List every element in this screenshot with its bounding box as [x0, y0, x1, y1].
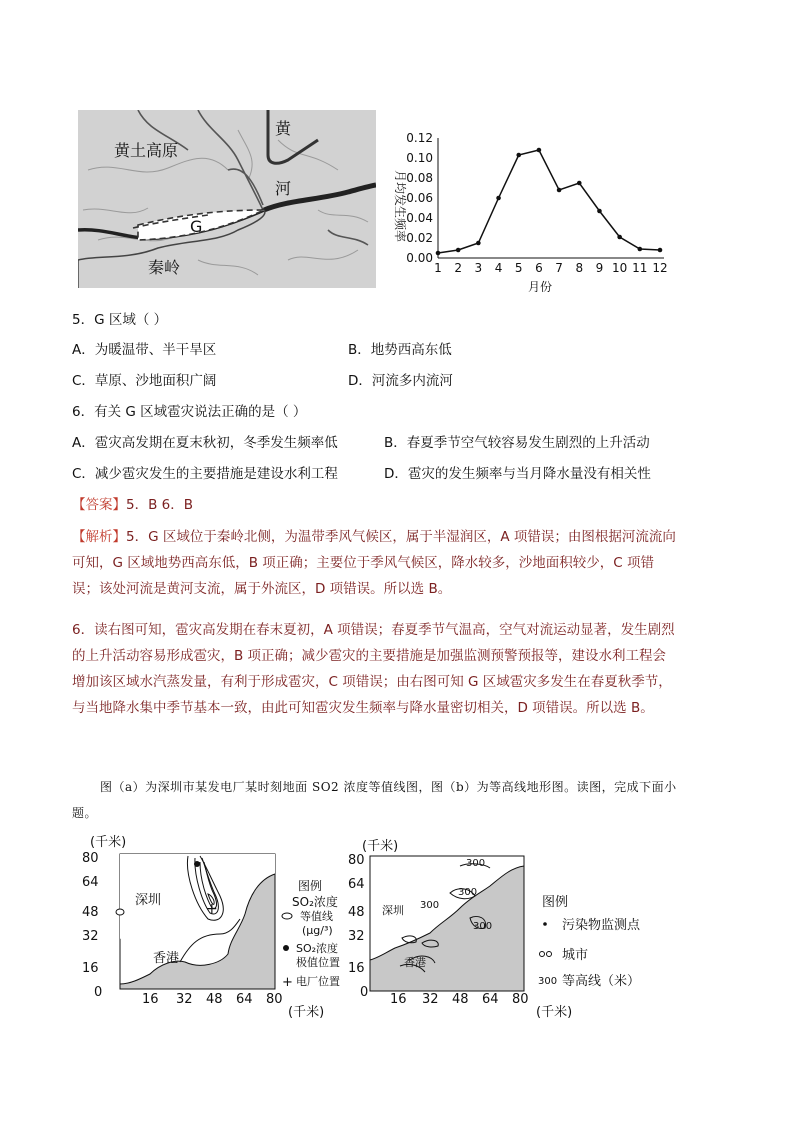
map-b-xtick-32: 32	[422, 992, 439, 1007]
data-point	[516, 153, 521, 158]
map-b-ytick-0: 0	[360, 985, 369, 1000]
map-a-legend-iso-1: SO₂浓度	[292, 895, 338, 909]
map-a-legend-max-1: SO₂浓度	[296, 942, 339, 955]
map-b-legend-monitor: 污染物监测点	[562, 918, 641, 933]
analysis-q5	[72, 524, 678, 602]
y-tick-label: 0.10	[406, 151, 433, 165]
power-plant-marker: +	[206, 901, 218, 917]
map-a-legend-title: 图例	[298, 879, 323, 893]
x-tick-label: 10	[611, 261, 628, 275]
analysis-tag: 【解析】	[72, 529, 126, 545]
map-a-legend-iso-2: 等值线	[300, 910, 333, 923]
map-b-ytick-80: 80	[348, 853, 365, 868]
x-tick-label: 7	[555, 261, 563, 275]
map-b-xtick-16: 16	[390, 992, 407, 1007]
map-a-legend-iso-3: (μg/³)	[302, 924, 333, 937]
map-b-ytick-48: 48	[348, 905, 365, 920]
series-line	[438, 150, 660, 253]
x-tick-label: 5	[514, 261, 523, 275]
y-tick-label: 0.06	[406, 191, 433, 205]
map-a-legend-plant: 电厂位置	[296, 975, 340, 988]
data-point	[557, 188, 562, 193]
data-point	[658, 248, 663, 253]
data-point	[597, 209, 602, 214]
map-b-ytick-16: 16	[348, 961, 365, 976]
q5-option-b: B．地势西高东低	[348, 342, 452, 358]
map-a-unit-x: (千米)	[288, 1005, 325, 1018]
x-tick-label: 11	[632, 261, 648, 275]
map-b-legend-title: 图例	[542, 895, 569, 910]
data-point	[436, 251, 441, 256]
map-b-xtick-80: 80	[512, 992, 529, 1007]
map-a-legend-max-2: 极值位置	[296, 956, 340, 969]
map-b-legend-city: 城市	[562, 948, 589, 963]
data-point	[496, 196, 501, 201]
contour-terrain-map	[340, 838, 670, 1018]
contour-label-1: 300	[466, 858, 486, 869]
q6-stem: 6．有关 G 区域雹灾说法正确的是（ ）	[72, 404, 307, 420]
analysis-q6: 6．读右图可知，雹灾高发期在春末夏初，A 项错误；春夏季节气温高，空气对流运动显著，发生剧烈的上升活动容易形成雹灾，B 项正确；减少雹灾的主要措施是加强监测预警预报等，建设水利工程会增加该区域水汽蒸发量，有利于形成雹灾，C 项错误；由右图可知 G 区域雹灾多发生在春夏秋季节，与当地降水集中季节基本一致，由此可知雹灾发生频率与降水量密切相关，D 项错误。所以选 B。	[72, 622, 675, 716]
svg-text:+: +	[282, 975, 293, 990]
map-a-hongkong: 香港	[153, 951, 180, 966]
map-a-ytick-48: 48	[82, 905, 99, 920]
data-point	[638, 247, 643, 252]
data-point	[476, 241, 481, 246]
map-a-ytick-80: 80	[82, 851, 99, 866]
loess-plateau-map	[78, 110, 376, 288]
figure-intro: 图（a）为深圳市某发电厂某时刻地面 SO2 浓度等值线图，图（b）为等高线地形图。读图，完成下面小题。	[72, 780, 677, 820]
q5-option-a: A．为暖温带、半干旱区	[72, 342, 217, 358]
contour-label-4: 300	[473, 921, 493, 932]
map-a-xtick-16: 16	[142, 992, 159, 1007]
q6-option-d: D．雹灾的发生频率与当月降水量没有相关性	[384, 466, 651, 482]
x-tick-label: 3	[474, 261, 483, 275]
loess-plateau-label: 黄土高原	[114, 141, 179, 160]
q5-option-d: D．河流多内流河	[348, 373, 453, 389]
map-a-ytick-0: 0	[94, 985, 103, 1000]
map-a-xtick-80: 80	[266, 992, 283, 1007]
map-b-ytick-32: 32	[348, 929, 365, 944]
contour-label-3: 300	[420, 900, 440, 911]
answer-line	[72, 495, 193, 515]
data-point	[537, 148, 542, 153]
y-tick-label: 0.08	[406, 171, 433, 185]
map-b-ytick-64: 64	[348, 877, 365, 892]
hail-frequency-chart	[380, 126, 670, 296]
g-region-label: G	[190, 217, 203, 236]
map-a-unit-y: (千米)	[90, 835, 127, 850]
map-a-xtick-48: 48	[206, 992, 223, 1007]
x-axis-label: 月份	[527, 280, 553, 294]
data-point	[456, 248, 461, 253]
q5-option-c: C．草原、沙地面积广阔	[72, 373, 217, 389]
q6-option-b: B．春夏季节空气较容易发生剧烈的上升活动	[384, 435, 650, 451]
map-b-legend-contour: 等高线（米）	[562, 974, 641, 989]
analysis-q5-text: 5．G 区域位于秦岭北侧，为温带季风气候区，属于半湿润区，A 项错误；由图根据河流流向可知，G 区域地势西高东低，B 项正确；主要位于季风气候区，降水较多，沙地面积较少，C 项错误；该处河流是黄河支流，属于外流区，D 项错误。所以选 B。	[72, 529, 676, 597]
so2-concentration-map	[80, 834, 362, 1018]
data-point	[617, 235, 622, 240]
map-b-unit-x: (千米)	[536, 1005, 573, 1018]
answer-text: 5．B 6．B	[126, 497, 193, 513]
x-tick-label: 4	[494, 261, 503, 275]
map-a-ytick-64: 64	[82, 875, 99, 890]
map-a-ytick-16: 16	[82, 961, 99, 976]
map-a-xtick-64: 64	[236, 992, 253, 1007]
map-b-legend-contour-sym: 300	[538, 976, 558, 987]
map-b-hongkong: 香港	[404, 956, 426, 969]
y-tick-label: 0.12	[406, 131, 433, 145]
map-b-xtick-64: 64	[482, 992, 499, 1007]
x-tick-label: 1	[434, 261, 442, 275]
map-b-xtick-48: 48	[452, 992, 469, 1007]
x-tick-label: 2	[454, 261, 463, 275]
x-tick-label: 9	[595, 261, 604, 275]
data-point	[577, 181, 582, 186]
y-axis-label: 月均发生频率	[393, 169, 407, 243]
y-tick-label: 0.04	[406, 211, 433, 225]
x-tick-label: 8	[575, 261, 584, 275]
y-tick-label: 0.00	[406, 251, 433, 265]
huang-label: 黄	[275, 119, 292, 138]
q6-option-a: A．雹灾高发期在夏末秋初，冬季发生频率低	[72, 435, 338, 451]
y-tick-label: 0.02	[406, 231, 433, 245]
map-b-unit-y: (千米)	[362, 839, 399, 854]
he-label: 河	[275, 179, 292, 198]
map-a-shenzhen: 深圳	[135, 893, 162, 908]
q6-option-c: C．减少雹灾发生的主要措施是建设水利工程	[72, 466, 338, 482]
contour-label-2: 300	[458, 887, 478, 898]
qinling-label: 秦岭	[148, 258, 181, 277]
map-b-shenzhen: 深圳	[382, 904, 404, 917]
map-a-ytick-32: 32	[82, 929, 99, 944]
x-tick-label: 6	[535, 261, 543, 275]
q5-stem: 5．G 区域（ ）	[72, 312, 168, 328]
map-a-xtick-32: 32	[176, 992, 193, 1007]
answer-tag: 【答案】	[72, 497, 126, 513]
x-tick-label: 12	[652, 261, 668, 275]
